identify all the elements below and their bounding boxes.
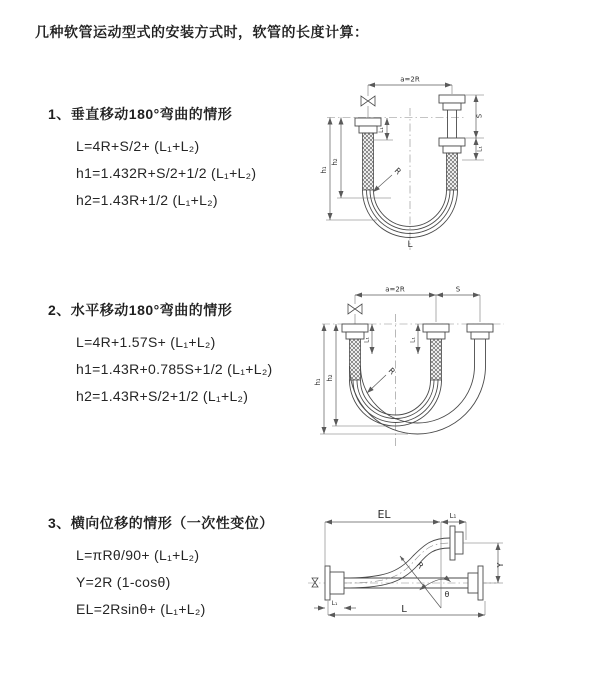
- h2-dim-label: h₂: [331, 158, 339, 166]
- hose-braid-hatch: [363, 133, 374, 190]
- el-dim-label: EL: [377, 508, 391, 521]
- l1-left-dim-label: L₁: [363, 337, 371, 343]
- l1-right-dim-label: L₁: [476, 146, 484, 152]
- left-flange: [342, 324, 368, 339]
- valve-icon: [312, 578, 318, 587]
- length-label: L: [407, 240, 413, 250]
- section-heading: 2、水平移动180°弯曲的情形: [48, 302, 233, 318]
- formula-L: L=πRθ/90+ (L₁+L₂): [76, 547, 200, 563]
- valve-icon: [361, 96, 375, 106]
- formula-Y: Y=2R (1-cosθ): [76, 574, 171, 590]
- radius-leader-line: [373, 175, 392, 192]
- valve-icon: [348, 304, 362, 314]
- right-flange: [468, 566, 483, 600]
- h2-dim-label: h₂: [326, 374, 334, 382]
- radius-leader-line: [367, 375, 386, 393]
- page-title: 几种软管运动型式的安装方式时，软管的长度计算：: [35, 24, 369, 40]
- formula-EL: EL=2Rsinθ+ (L₁+L₂): [76, 601, 206, 617]
- section-heading: 3、横向位移的情形（一次性变位）: [48, 515, 274, 531]
- section-vertical-180: [48, 104, 338, 214]
- s-dim-label: S: [475, 113, 484, 119]
- y-dim-label: Y: [496, 562, 505, 568]
- diagram-horizontal-180-bend: [308, 278, 600, 463]
- hose-braid-hatch: [431, 339, 442, 380]
- s-dim-label: S: [455, 285, 461, 294]
- left-flange: [325, 566, 344, 600]
- hose-u-bend-position2: [350, 366, 486, 434]
- formula-h1: h1=1.43R+0.785S+1/2 (L₁+L₂): [76, 361, 273, 377]
- right-upper-flange: [439, 95, 465, 110]
- l1-top-dim-label: L₁: [449, 512, 457, 520]
- h1-dim-label: h₁: [320, 166, 328, 174]
- formula-h2: h2=1.43R+S/2+1/2 (L₁+L₂): [76, 388, 249, 404]
- radius-arrowhead: [400, 556, 404, 561]
- hose-displaced: [344, 538, 450, 588]
- h1-dim-label: h₁: [314, 378, 322, 386]
- diagram-vertical-180-bend: [313, 70, 600, 265]
- formula-L: L=4R+1.57S+ (L₁+L₂): [76, 334, 216, 350]
- formula-h1: h1=1.432R+S/2+1/2 (L₁+L₂): [76, 165, 257, 181]
- angle-label: θ: [444, 590, 450, 599]
- hose-braid-hatch: [447, 153, 458, 190]
- right-lower-flange: [439, 138, 465, 153]
- formula-h2: h2=1.43R+1/2 (L₁+L₂): [76, 192, 218, 208]
- section-heading: 1、垂直移动180°弯曲的情形: [48, 106, 233, 122]
- displaced-flange: [450, 526, 463, 560]
- l1-left-dim-label: L₁: [331, 600, 338, 607]
- l1-left-dim-label: L₁: [378, 127, 385, 133]
- length-label: L: [401, 604, 407, 615]
- section-horizontal-180: [48, 300, 338, 410]
- diagram-lateral-displacement: [300, 498, 600, 663]
- right-flange: [467, 324, 493, 339]
- radius-label: R: [392, 166, 403, 177]
- width-dim-label: a=2R: [400, 75, 420, 84]
- hose-braid-hatch: [350, 339, 361, 380]
- radius-label: R: [386, 366, 397, 377]
- section-lateral-displacement: [48, 513, 338, 623]
- l1-mid-dim-label: L₁: [409, 337, 417, 343]
- formula-L: L=4R+S/2+ (L₁+L₂): [76, 138, 200, 154]
- width-dim-label: a=2R: [385, 285, 405, 294]
- radius-label: R: [414, 560, 426, 571]
- middle-flange: [423, 324, 449, 339]
